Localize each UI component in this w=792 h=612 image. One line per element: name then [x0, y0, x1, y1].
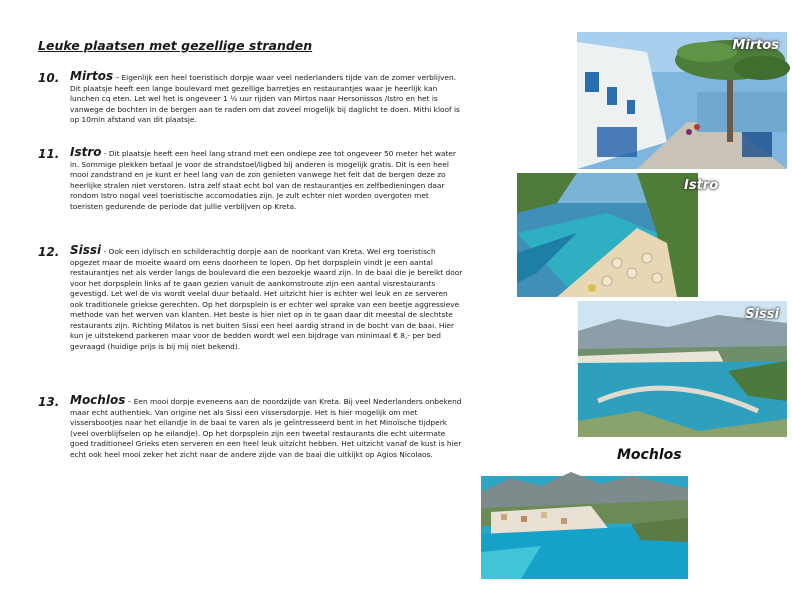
entry-text: Eigenlijk een heel toeristisch dorpje waar veel nederlanders tijde van de zomer verblijven. Dit plaatsje heeft een lange boulevard met gezellige barretjes en restaurantjes waar je heerlijk kan lunchen cq eten. Let wel het is ongeveer 1 ½ uur rijden van Mirtos naar Hersonissos /Istro en het is vanwege de bochten in de bergen aan te raden om dat zoveel mogelijk bij daglicht te doen. Mithi kloof is op 10min afstand van dit plaatsje.: [70, 73, 460, 124]
entry-number: 12.: [38, 245, 60, 259]
entry-number: 11.: [38, 147, 60, 161]
photo-label-mochlos: Mochlos: [617, 447, 682, 463]
photo-label-istro: Istro: [684, 178, 719, 193]
entry-text: Ook een idylisch en schilderachtig dorpje aan de noorkant van Kreta. Wel erg toeristisch opgezet maar de moeite waard om eens doorheen te lopen. Op het dorpsplein vindt je een aantal restaurantjes net als verder langs de boulevard die een bezoekje waard zijn. In de baai die je bereikt door voor het dorpsplein links af te gaan gezien vanuit de aankomstroute zijn een aantal visrestaurants gevestigd. Let wel de vis wordt veelal duur betaald. Het uitzicht hier is echter wel leuk en ze serveren ook traditionele griekse gerechten. Op het dorpsplein is er echter wel sprake van een beetje aggressieve methode van het werven van klanten. Het beste is hier niet op in te gaan daar dit meestal de slechtste restaurants zijn. Richting Milatos is net buiten Sissi een heel aardig strand in de bocht van de baai. Hier kun je uitstekend parkeren maar voor de bedden wordt wel een bijdrage van minimaal € 8,- per bed gevraagd (huidige prijs is bij mij niet bekend).: [70, 247, 463, 351]
entry-name: Mirtos: [70, 69, 114, 83]
photo-label-sissi: Sissi: [745, 307, 779, 322]
entry-istro: [38, 147, 463, 212]
photo-label-mirtos: Mirtos: [732, 38, 779, 53]
entry-number: 10.: [38, 71, 60, 85]
entry-text: Een mooi dorpje eveneens aan de noordzijde van Kreta. Bij veel Nederlanders onbekend maar echt authentiek. Van origine net als Sissi een vissersdorpje. Het is hier mogelijk om met vissersbootjes naar het eilandje in de baai te varen als je geïntresseerd bent in het Minoïsche tijdperk (veel overblijfselen op he eilandje). Op het dorpsplein zijn een tweetal restaurants die echt uitermate goed traditioneel Grieks eten serveren en een heel leuk uitzicht hebben. Het uitzicht vanaf de kust is hier echt ook heel mooi zeker het zicht naar de andere zijde van de baai die uitkijkt op Agios Nicolaos.: [70, 397, 462, 459]
photo-mirtos: [577, 32, 787, 169]
istro-image: [517, 173, 698, 297]
entry-number: 13.: [38, 395, 60, 409]
entry-separator: –: [125, 397, 134, 406]
entry-name: Istro: [70, 145, 102, 159]
entry-mirtos: [38, 71, 463, 126]
entry-sissi: [38, 245, 463, 352]
entry-separator: –: [113, 73, 122, 82]
entry-name: Sissi: [70, 243, 102, 257]
entry-name: Mochlos: [70, 393, 126, 407]
entry-mochlos: [38, 395, 463, 460]
page-title: Leuke plaatsen met gezellige stranden: [38, 38, 313, 53]
entry-separator: -: [101, 149, 109, 158]
entry-separator: -: [101, 247, 109, 256]
entry-text: Dit plaatsje heeft een heel lang strand met een ondiepe zee tot ongeveer 50 meter het water in. Sommige plekken betaal je voor de strandstoel/ligbed bij anderen is mogelijk gratis. Dit is een heel mooi zandstrand en je kunt er heel lang van de zon genieten vanwege het feit dat de bergen deze zo heerlijke stralen niet verstoren. Istra zelf staat echt bol van de restaurantjes en zelfbedieningen daar rondom Istro nogal veel toeristische accomodaties zijn. Je zult echter niet worden overgoten met toeristen gedurende de periode dat jullie verblijven op Kreta.: [70, 149, 456, 211]
photo-istro: [517, 173, 719, 297]
photo-sissi: [578, 301, 787, 437]
photo-mochlos: [481, 442, 688, 579]
